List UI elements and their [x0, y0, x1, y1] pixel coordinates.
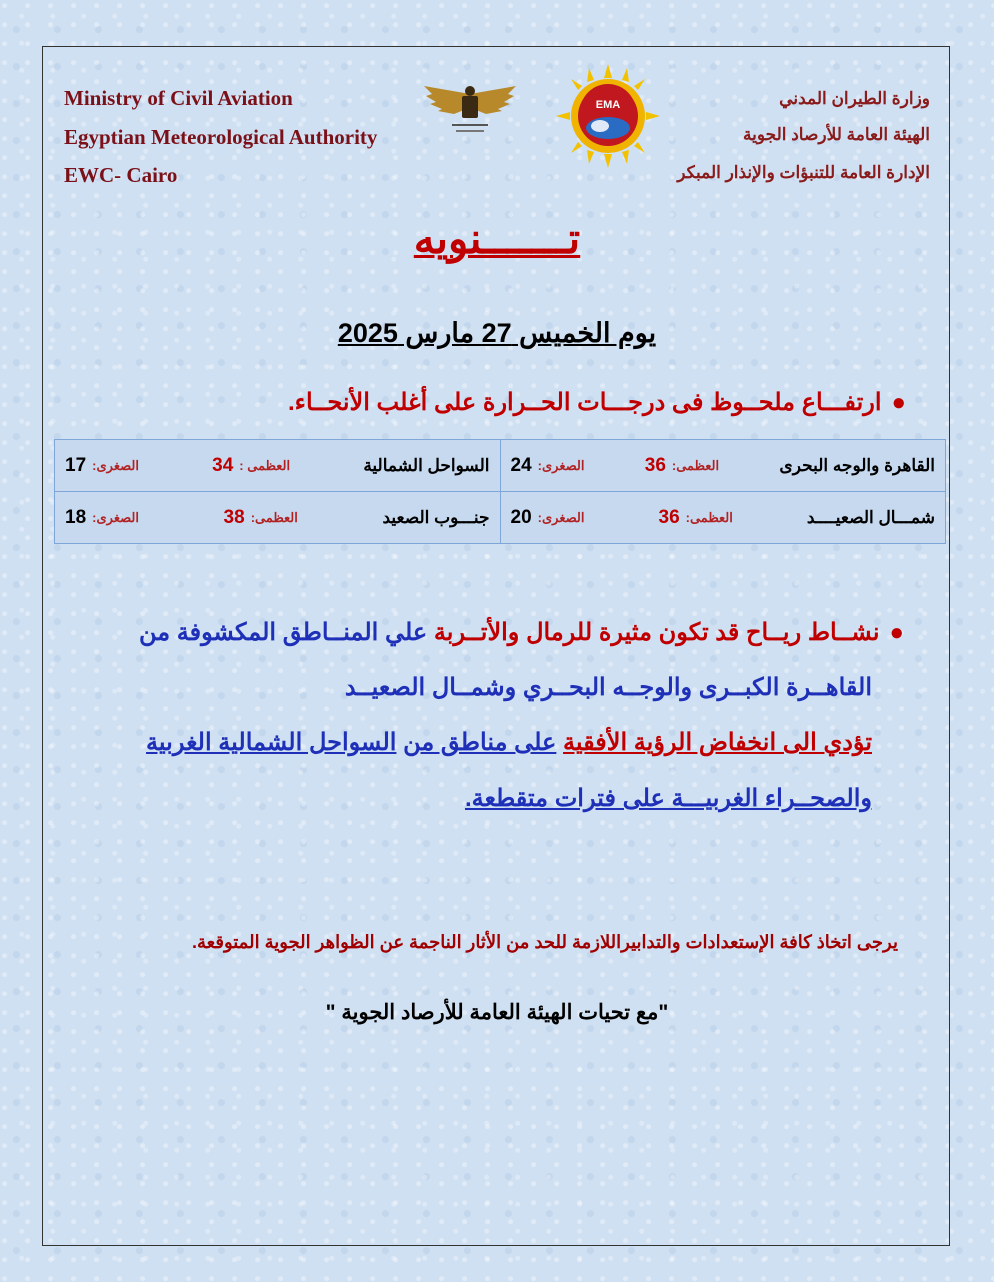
- table-cell: [55, 440, 501, 492]
- western-desert-line: والصحــراء الغربيـــة على فترات متقطعة.: [464, 785, 872, 812]
- table-cell: [500, 492, 946, 544]
- authority-name-ar: الهيئة العامة للأرصاد الجوية: [742, 125, 930, 144]
- region-name: القاهرة والوجه البحرى: [779, 455, 935, 475]
- region-name: السواحل الشمالية: [363, 455, 490, 475]
- max-label: العظمى:: [250, 509, 298, 525]
- table-cell: [500, 440, 946, 492]
- min-label: الصغرى:: [92, 457, 139, 473]
- ministry-name-en: Ministry of Civil Aviation: [64, 86, 293, 110]
- bullet-wind-activity: ●نشــاط ريــاح قد تكون مثيرة للرمال والأتــربة علي المنــاطق المكشوفة من: [139, 619, 904, 646]
- notice-title: تـــــــنويه: [413, 215, 581, 262]
- min-temp: 20: [510, 506, 532, 528]
- logo-label: EMA: [595, 99, 621, 111]
- ministry-name-ar: وزارة الطيران المدني: [779, 89, 930, 108]
- min-label: الصغرى:: [92, 509, 139, 525]
- department-name-ar: الإدارة العامة للتنبؤات والإنذار المبكر: [677, 163, 930, 182]
- closing-greeting: "مع تحيات الهيئة العامة للأرصاد الجوية ": [325, 1001, 669, 1024]
- ema-sun-logo: [556, 64, 660, 168]
- visibility-line: تؤدي الى انخفاض الرؤية الأفقية على مناطق من السواحل الشمالية الغربية: [146, 729, 872, 756]
- min-temp: 24: [510, 454, 532, 476]
- precaution-note: يرجى اتخاذ كافة الإستعدادات والتدابيراللازمة للحد من الأثار الناجمة عن الظواهر الجوية المتوقعة.: [192, 932, 898, 952]
- max-temp: 36: [658, 506, 680, 528]
- authority-name-en: Egyptian Meteorological Authority: [64, 125, 378, 149]
- table-row: [55, 440, 946, 492]
- center-name-en: EWC- Cairo: [64, 163, 178, 187]
- min-label: الصغرى:: [537, 457, 585, 473]
- max-label: العظمى:: [671, 457, 720, 473]
- region-name: شمـــال الصعيــــد: [806, 507, 935, 527]
- temperature-table: [54, 439, 946, 544]
- region-name: جنـــوب الصعيد: [382, 507, 490, 527]
- min-temp: 18: [65, 506, 87, 528]
- bullet-temperature-rise: ●ارتفـــاع ملحــوظ فى درجـــات الحــرارة على أغلب الأنحــاء.: [288, 389, 906, 416]
- ministry-eagle-logo: [420, 80, 520, 142]
- min-label: الصغرى:: [537, 509, 585, 525]
- wind-areas-line: القاهــرة الكبــرى والوجــه البحــري وشمــال الصعيــد: [344, 674, 872, 701]
- max-temp: 36: [644, 454, 666, 476]
- table-cell: [55, 492, 501, 544]
- max-temp: 38: [223, 506, 245, 528]
- max-temp: 34: [212, 454, 234, 476]
- max-label: العظمى:: [685, 509, 733, 525]
- max-label: العظمى :: [239, 457, 291, 473]
- min-temp: 17: [65, 454, 87, 476]
- table-row: [55, 492, 946, 544]
- notice-date: يوم الخميس 27 مارس 2025: [337, 318, 657, 348]
